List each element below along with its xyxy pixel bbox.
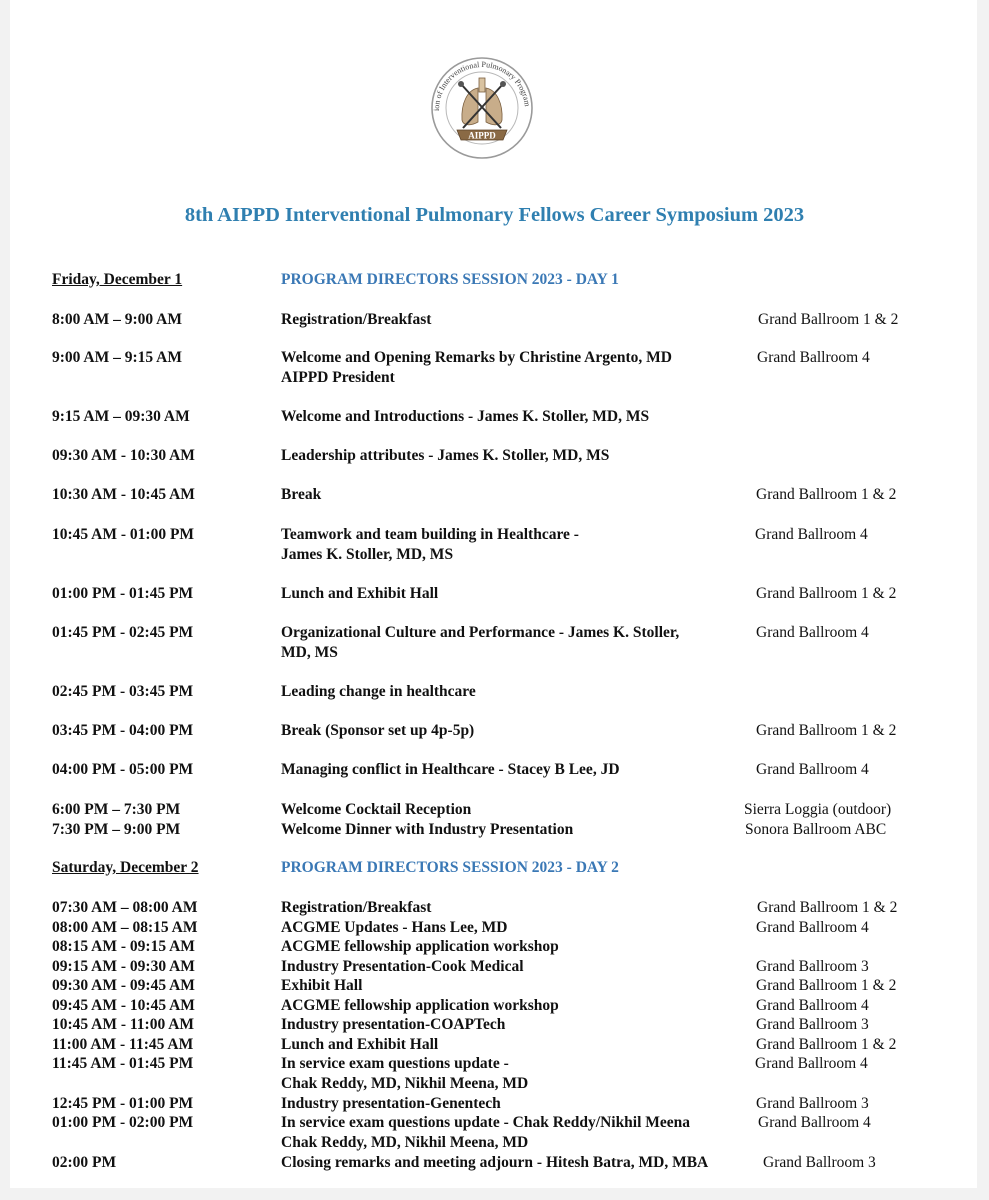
row-location: Grand Ballroom 3 — [756, 1016, 869, 1033]
row-time: 01:00 PM - 02:00 PM — [52, 1114, 194, 1131]
row-time: 7:30 PM – 9:00 PM — [52, 821, 181, 838]
row-time: 8:00 AM – 9:00 AM — [52, 311, 183, 328]
row-event: ACGME fellowship application workshop — [281, 938, 559, 955]
row-event: Break (Sponsor set up 4p-5p) — [281, 722, 475, 739]
row-location: Grand Ballroom 3 — [756, 958, 869, 975]
row-time: 6:00 PM – 7:30 PM — [52, 801, 181, 818]
row-event: Registration/Breakfast — [281, 311, 432, 328]
page-title: 8th AIPPD Interventional Pulmonary Fellows Career Symposium 2023 — [184, 204, 805, 226]
row-location: Grand Ballroom 1 & 2 — [757, 899, 898, 916]
row-event: Industry presentation-COAPTech — [281, 1016, 506, 1033]
row-location: Grand Ballroom 4 — [756, 919, 869, 936]
row-time: 11:45 AM - 01:45 PM — [52, 1055, 194, 1072]
row-event: Welcome and Introductions - James K. Stoller, MD, MS — [281, 408, 650, 425]
row-event: Teamwork and team building in Healthcare - James K. Stoller, MD, MS — [281, 526, 579, 563]
row-location: Grand Ballroom 4 — [758, 1114, 871, 1131]
row-event: Organizational Culture and Performance - James K. Stoller, MD, MS — [281, 624, 680, 661]
row-time: 11:00 AM - 11:45 AM — [52, 1036, 194, 1053]
row-time: 08:00 AM – 08:15 AM — [52, 919, 198, 936]
page-edge-left — [0, 0, 10, 1200]
row-event: Closing remarks and meeting adjourn - Hitesh Batra, MD, MBA — [281, 1154, 709, 1171]
row-time: 03:45 PM - 04:00 PM — [52, 722, 194, 739]
day-label: Friday, December 1 — [52, 271, 183, 288]
row-event: Lunch and Exhibit Hall — [281, 585, 439, 602]
session-heading: PROGRAM DIRECTORS SESSION 2023 - DAY 2 — [281, 859, 619, 876]
row-location: Grand Ballroom 4 — [756, 761, 869, 778]
row-location: Sonora Ballroom ABC — [745, 821, 887, 838]
row-time: 02:45 PM - 03:45 PM — [52, 683, 194, 700]
row-event: Industry Presentation-Cook Medical — [281, 958, 524, 975]
row-location: Grand Ballroom 1 & 2 — [756, 486, 897, 503]
row-location: Grand Ballroom 1 & 2 — [756, 722, 897, 739]
row-location: Grand Ballroom 1 & 2 — [756, 585, 897, 602]
row-time: 10:30 AM - 10:45 AM — [52, 486, 195, 503]
row-time: 09:45 AM - 10:45 AM — [52, 997, 195, 1014]
row-location: Grand Ballroom 1 & 2 — [756, 977, 897, 994]
row-time: 08:15 AM - 09:15 AM — [52, 938, 195, 955]
row-location: Grand Ballroom 1 & 2 — [758, 311, 899, 328]
row-location: Grand Ballroom 4 — [756, 624, 869, 641]
row-time: 01:45 PM - 02:45 PM — [52, 624, 194, 641]
row-event: Leading change in healthcare — [281, 683, 476, 700]
row-location: Grand Ballroom 4 — [755, 1055, 868, 1072]
row-event: Industry presentation-Genentech — [281, 1095, 501, 1112]
row-location: Sierra Loggia (outdoor) — [744, 801, 892, 818]
row-event: Welcome Dinner with Industry Presentation — [281, 821, 574, 838]
row-event: Leadership attributes - James K. Stoller, MD, MS — [281, 447, 610, 464]
row-time: 10:45 AM - 01:00 PM — [52, 526, 195, 543]
row-time: 10:45 AM - 11:00 AM — [52, 1016, 195, 1033]
page-edge-bottom — [0, 1188, 989, 1200]
row-event: Welcome and Opening Remarks by Christine Argento, MD AIPPD President — [281, 349, 672, 386]
row-event: Managing conflict in Healthcare - Stacey B Lee, JD — [281, 761, 620, 778]
row-location: Grand Ballroom 3 — [756, 1095, 869, 1112]
row-location: Grand Ballroom 1 & 2 — [756, 1036, 897, 1053]
row-location: Grand Ballroom 3 — [763, 1154, 876, 1171]
row-time: 04:00 PM - 05:00 PM — [52, 761, 194, 778]
page-edge-right — [977, 0, 989, 1200]
logo-ring-text: ion of Interventional Pulmonary Program — [431, 59, 532, 111]
row-time: 9:00 AM – 9:15 AM — [52, 349, 183, 366]
day-label: Saturday, December 2 — [52, 859, 199, 876]
row-event: Exhibit Hall — [281, 977, 363, 994]
aippd-logo — [417, 56, 547, 160]
row-time: 9:15 AM – 09:30 AM — [52, 408, 190, 425]
row-location: Grand Ballroom 4 — [757, 349, 870, 366]
logo-abbr: AIPPD — [468, 130, 496, 141]
row-time: 12:45 PM - 01:00 PM — [52, 1095, 194, 1112]
row-time: 09:30 AM - 09:45 AM — [52, 977, 195, 994]
row-event: ACGME fellowship application workshop — [281, 997, 559, 1014]
session-heading: PROGRAM DIRECTORS SESSION 2023 - DAY 1 — [281, 271, 619, 288]
row-location: Grand Ballroom 4 — [756, 997, 869, 1014]
row-time: 07:30 AM – 08:00 AM — [52, 899, 198, 916]
row-event: Break — [281, 486, 322, 503]
row-event: In service exam questions update - Chak Reddy, MD, Nikhil Meena, MD — [281, 1055, 529, 1092]
row-event: Lunch and Exhibit Hall — [281, 1036, 439, 1053]
row-time: 01:00 PM - 01:45 PM — [52, 585, 194, 602]
row-event: ACGME Updates - Hans Lee, MD — [281, 919, 508, 936]
row-event: Welcome Cocktail Reception — [281, 801, 472, 818]
row-time: 09:30 AM - 10:30 AM — [52, 447, 195, 464]
row-event: In service exam questions update - Chak Reddy/Nikhil Meena Chak Reddy, MD, Nikhil Meena, MD — [281, 1114, 691, 1151]
row-event: Registration/Breakfast — [281, 899, 432, 916]
row-time: 02:00 PM — [52, 1154, 117, 1171]
row-time: 09:15 AM - 09:30 AM — [52, 958, 195, 975]
row-location: Grand Ballroom 4 — [755, 526, 868, 543]
